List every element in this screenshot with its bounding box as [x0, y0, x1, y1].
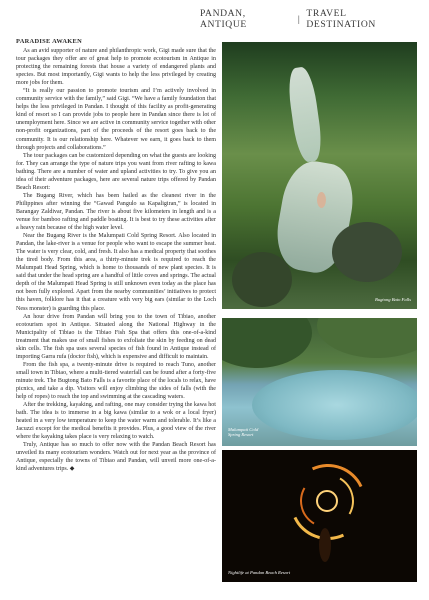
article-paragraph: After the trekking, kayaking, and rafting, one may consider trying the kawa hot bath. The idea is to immerse in a big kawa (similar to a wok or a local fryer) heated in a very low temperature to keep the water warm and tolerable. It’s like a Jacuzzi except for the medical benefits it provides. Plus, a good view of the river where the kayaking takes place is very relaxing to watch.: [16, 402, 216, 441]
header-location: PANDAN, ANTIQUE: [200, 8, 247, 30]
header-section: TRAVEL DESTINATION: [306, 8, 376, 30]
article-paragraph: The tour packages can be customized depending on what the guests are looking for. They can arrange the type of nature trips you want from river rafting to kawa bathing. There are a number of water and upland activities to try. To give you an idea of their adventure packages, here are several nature trips offered by Pandan Beach Resort:: [16, 152, 216, 191]
article-paragraph: “It is really our passion to promote tourism and I’m actively involved in community service with the family,” said Gigi. “We have a family foundation that helps the less privileged in Pandan. I thought of this facility as profit-generating kind of resort so I can provide jobs to people here in Pandan since there is lot of unemployment here. Since we are active in community service together with other non-profit organizations, part of the proceeds of the resort goes back to the community. It is our relationship here. Whatever we earn, it goes back to them through projects and collaborations.”: [16, 88, 216, 151]
climber-figure: [317, 192, 326, 208]
spring-caption-line: Malumpati Cold: [228, 426, 259, 432]
fire-ring: [316, 490, 338, 512]
fire-caption: Nightlife at Pandan Beach Resort: [228, 570, 291, 576]
fire-dance-photo: [222, 450, 417, 582]
spring-caption: [228, 427, 258, 438]
article-heading: PARADISE AWAKEN: [16, 38, 82, 45]
waterfall-caption: Bugtong Bato Falls: [375, 297, 411, 303]
article-paragraph: From the fish spa, a twenty-minute drive is required to reach Tuno, another small town in Tibiao, where a multi-tiered waterfall can be found after a forty-five minute trek. The Bugtong Bato Falls is a favorite place of the locals to relax, have picnics, and take a dip. Visitors will enjoy climbing the sides of falls (with the help of ropes) to reach the top and swimming at the cascading waters.: [16, 361, 216, 401]
waterfall-stream: [286, 66, 325, 164]
waterfall-photo: [222, 42, 417, 309]
tree-canopy: [222, 318, 312, 368]
header-separator: |: [297, 13, 301, 25]
rock: [332, 222, 402, 282]
article-paragraph: An hour drive from Pandan will bring you to the town of Tibiao, another ecotourism spot in Antique. Situated along the National Highway in the Municipality of Tibiao is the Tibiao Fish Spa that offers this one-of-a-kind treatment that makes use of small fishes to exfoliate the skin by feeding on dead skin cells. The fish spa uses several species of fish found in Antique instead of importing Garra rufa (doctor fish), which is expensive and difficult to maintain.: [16, 313, 216, 360]
article-body: [16, 38, 216, 473]
spring-caption-line: Spring Resort: [228, 432, 254, 438]
article-paragraph: Truly, Antique has so much to offer now with the Pandan Beach Resort has unveiled its many ecotourism wonders. Watch out for next year as the province of Antique, especially the towns of Tibiao and Pandan, will unveil more one-of-a-kind adventures trips. ◆: [16, 442, 216, 473]
fire-dancer-figure: [319, 528, 331, 562]
article-paragraph: Near the Bugang River is the Malumpati Cold Spring Resort. Also located in Pandan, the lake-river is a venue for people who want to escape the summer heat. The water is very clear, cold, and fresh. It also has a medical property that soothes the tired body. From this area, a thirty-minute trek is required to reach the Malumpati Head Spring, which is home to thousands of new plant species. It is said that under the head spring are a handful of little coves and springs. The actual depth of the Malumpati Head Spring is still unknown even today as the place has not been fully explored. Apart from the nearby communities’ initiatives to protect this haven, folklore has it that a creature with very big ears (similar to the Loch Ness monster) is guarding this place.: [16, 233, 216, 312]
article-paragraph: As an avid supporter of nature and philanthropic work, Gigi made sure that the tour packages they offer are of great help to promote ecotourism in Antique in protecting the remaining forests that house a variety of endangered plants and species. But most importantly, Gigi wants to help the less privileged by creating more jobs for them.: [16, 48, 216, 87]
spring-resort-photo: [222, 318, 417, 446]
article-paragraph: The Bugang River, which has been hailed as the cleanest river in the Philippines after winning the “Gawad Pangulo sa Kapaligiran,” is located in Barangay Zaldivar, Pandan. The river is about five kilometers in length and is a venue for bamboo rafting and paddle boating. It is best to try these activities after a heavy rain because of the high water level.: [16, 192, 216, 232]
running-header: [200, 10, 415, 28]
spring-water: [252, 370, 417, 440]
rock: [232, 252, 292, 307]
tree-canopy: [317, 318, 417, 358]
